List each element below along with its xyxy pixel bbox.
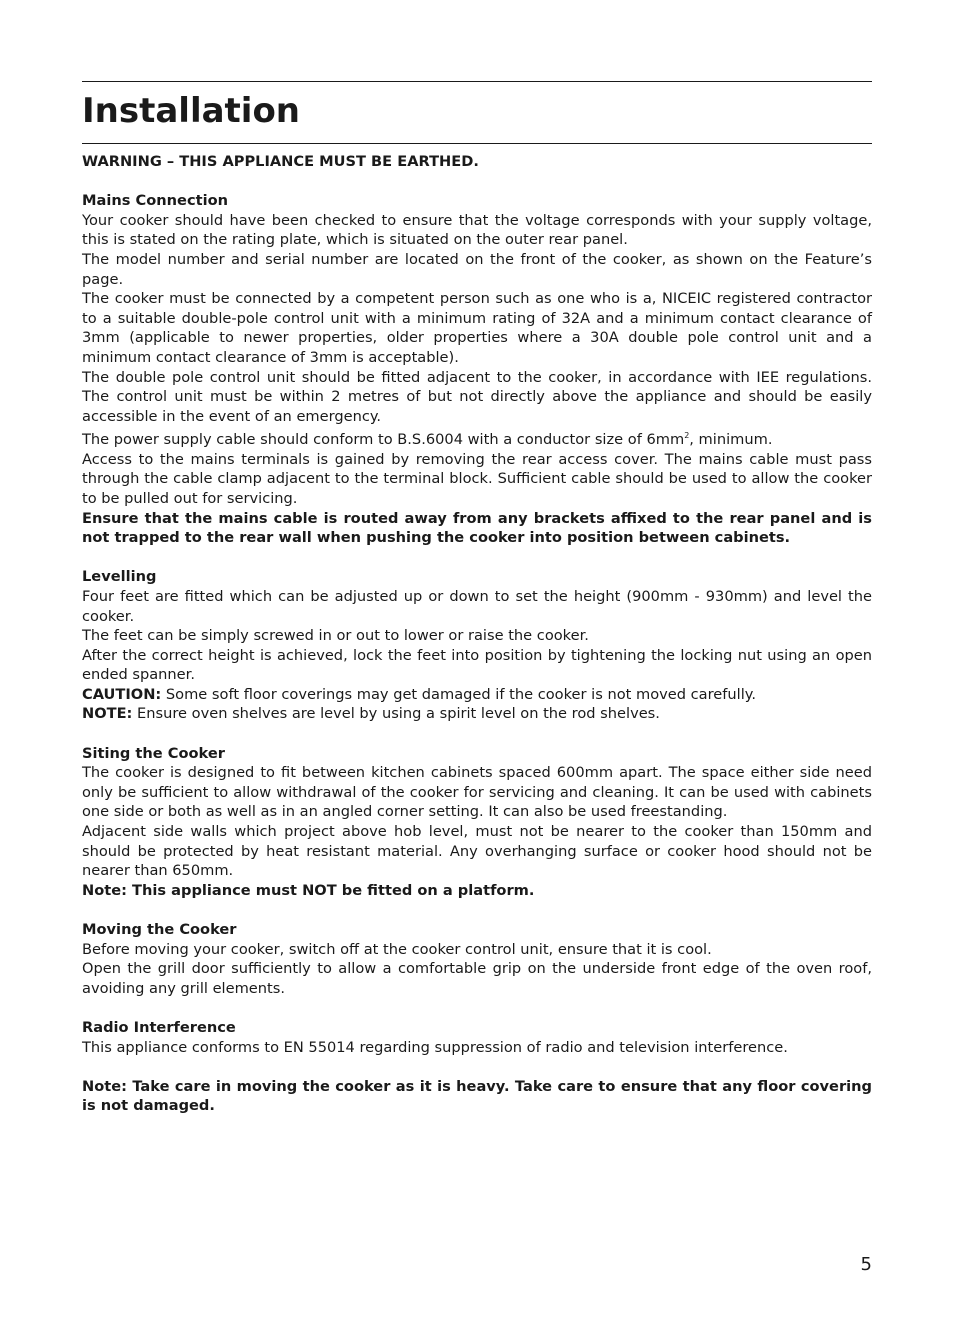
- levelling-heading: Levelling: [82, 568, 157, 586]
- spacer: [82, 998, 872, 1018]
- top-divider: [82, 81, 872, 82]
- final-moving-note: Note: Take care in moving the cooker as it is heavy. Take care to ensure that any floor covering is not damaged.: [82, 1077, 872, 1115]
- mains-paragraph-4: The double pole control unit should be fitted adjacent to the cooker, in accordance with IEE regulations. The control unit must be within 2 metres of but not directly above the appliance and should be easily accessible in the event of an emergency.: [82, 368, 872, 425]
- page-title: Installation: [82, 91, 301, 131]
- spacer: [82, 900, 872, 920]
- levelling-caution: [82, 685, 872, 705]
- levelling-note: [82, 704, 872, 724]
- mains-cable-spec: The power supply cable should conform to B.S.6004 with a conductor size of 6mm: [82, 431, 685, 449]
- moving-section: [82, 920, 872, 998]
- moving-heading: Moving the Cooker: [82, 921, 237, 939]
- page-content: [82, 152, 872, 1116]
- radio-interference-section: [82, 1018, 872, 1057]
- mains-paragraph-5: [82, 426, 872, 449]
- spacer: [82, 172, 872, 192]
- mains-cable-warning: Ensure that the mains cable is routed away from any brackets affixed to the rear panel and is not trapped to the rear wall when pushing the cooker into position between cabinets.: [82, 509, 872, 547]
- siting-paragraph-2: Adjacent side walls which project above hob level, must not be nearer to the cooker than 150mm and should be protected by heat resistant material. Any overhanging surface or cooker hood should not be nearer than 650mm.: [82, 823, 872, 880]
- document-page: [82, 0, 872, 1336]
- caution-text: Some soft floor coverings may get damaged if the cooker is not moved carefully.: [161, 685, 756, 703]
- earthing-warning: WARNING – THIS APPLIANCE MUST BE EARTHED.: [82, 153, 479, 170]
- squared-superscript: 2: [684, 431, 690, 441]
- levelling-paragraph-3: After the correct height is achieved, lock the feet into position by tightening the locking nut using an open ended spanner.: [82, 646, 872, 684]
- siting-section: [82, 744, 872, 901]
- mains-paragraph-3: The cooker must be connected by a competent person such as one who is a, NICEIC registered contractor to a suitable double-pole control unit with a minimum rating of 32A and a minimum contact clearance of 3mm (applicable to newer properties, older properties where a 30A double pole control unit and a minimum contact clearance of 3mm is acceptable).: [82, 290, 872, 366]
- spacer: [82, 724, 872, 744]
- moving-paragraph-1: Before moving your cooker, switch off at the cooker control unit, ensure that it is cool.: [82, 940, 712, 958]
- title-divider: [82, 143, 872, 144]
- levelling-paragraph-2: The feet can be simply screwed in or out to lower or raise the cooker.: [82, 627, 589, 645]
- note-label: NOTE:: [82, 705, 133, 723]
- spacer: [82, 1057, 872, 1077]
- page-number: 5: [860, 1254, 872, 1275]
- mains-connection-section: [82, 191, 872, 548]
- radio-interference-heading: Radio Interference: [82, 1018, 236, 1036]
- levelling-paragraph-1: Four feet are fitted which can be adjusted up or down to set the height (900mm - 930mm) and level the cooker.: [82, 587, 872, 625]
- mains-paragraph-2: The model number and serial number are located on the front of the cooker, as shown on the Feature’s page.: [82, 250, 872, 288]
- siting-paragraph-1: The cooker is designed to fit between kitchen cabinets spaced 600mm apart. The space either side need only be sufficient to allow withdrawal of the cooker for servicing and cleaning. It can be used with cabinets one side or both as well as in an angled corner setting. It can also be used freestanding.: [82, 764, 872, 821]
- spacer: [82, 548, 872, 568]
- radio-interference-paragraph: This appliance conforms to EN 55014 regarding suppression of radio and television interference.: [82, 1038, 788, 1056]
- levelling-section: [82, 567, 872, 724]
- mains-paragraph-1: Your cooker should have been checked to ensure that the voltage corresponds with your supply voltage, this is stated on the rating plate, which is situated on the outer rear panel.: [82, 211, 872, 249]
- siting-platform-note: Note: This appliance must NOT be fitted on a platform.: [82, 881, 535, 899]
- note-text: Ensure oven shelves are level by using a spirit level on the rod shelves.: [132, 705, 660, 723]
- moving-paragraph-2: Open the grill door sufficiently to allow a comfortable grip on the underside front edge of the oven roof, avoiding any grill elements.: [82, 960, 872, 997]
- mains-connection-heading: Mains Connection: [82, 192, 228, 210]
- mains-cable-spec-end: , minimum.: [689, 431, 773, 449]
- mains-paragraph-6: Access to the mains terminals is gained by removing the rear access cover. The mains cable must pass through the cable clamp adjacent to the terminal block. Sufficient cable should be used to allow the cooker to be pulled out for servicing.: [82, 450, 872, 507]
- siting-heading: Siting the Cooker: [82, 744, 225, 762]
- caution-label: CAUTION:: [82, 685, 162, 703]
